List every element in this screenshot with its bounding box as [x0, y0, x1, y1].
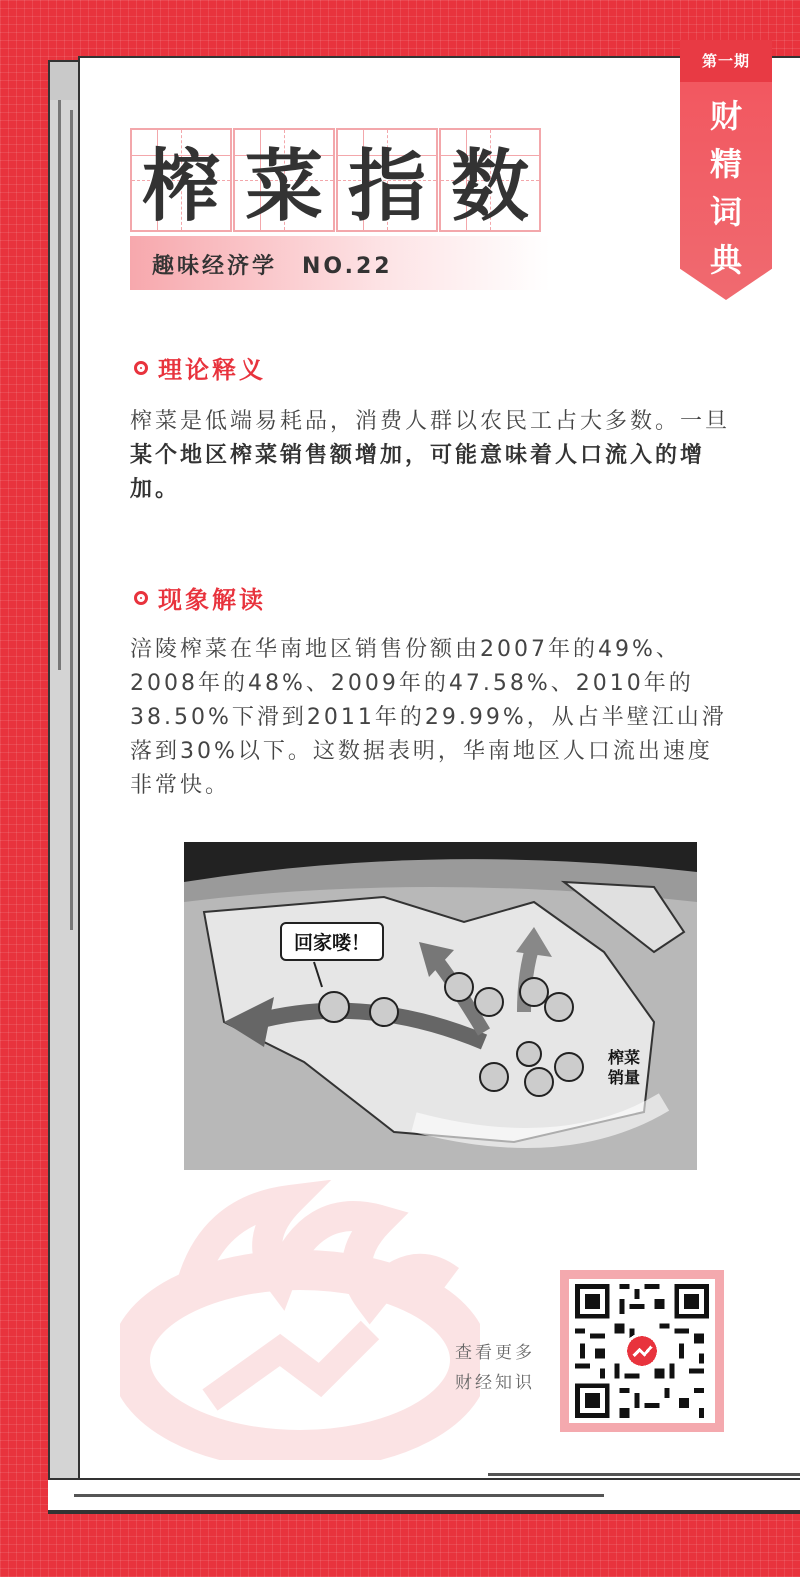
target-icon	[134, 361, 148, 375]
ribbon-char: 词	[709, 193, 742, 231]
divider	[74, 1494, 604, 1497]
ribbon-char: 财	[709, 97, 742, 135]
title-cell	[130, 128, 232, 232]
title-char: 数	[450, 142, 529, 232]
title-char: 榨	[141, 142, 220, 232]
qr-code[interactable]	[569, 1279, 715, 1423]
page-title	[130, 128, 542, 232]
divider	[488, 1473, 800, 1476]
title-cell	[336, 128, 438, 232]
cartoon-illustration	[184, 842, 697, 1170]
theory-paragraph	[130, 405, 730, 507]
target-icon	[134, 591, 148, 605]
title-cell	[233, 128, 335, 232]
book-spine	[48, 100, 82, 1510]
issue-label: 第一期	[701, 52, 750, 70]
title-cell	[439, 128, 541, 232]
theory-text-bold: 某个地区榨菜销售额增加，可能意味着人口流入的增加。	[130, 443, 706, 502]
ribbon-char: 典	[709, 241, 742, 279]
theory-text: 榨菜是低端易耗品，消费人群以农民工占大多数。一旦	[130, 409, 731, 434]
qr-caption-line: 财经知识	[455, 1373, 535, 1393]
title-char: 指	[347, 142, 426, 232]
qr-caption-line: 查看更多	[455, 1343, 535, 1363]
subtitle: 趣味经济学 NO.22	[152, 254, 393, 279]
section-heading-text: 理论释义	[158, 356, 266, 384]
sales-label: 榨菜销量	[608, 1048, 641, 1087]
title-char: 菜	[244, 142, 323, 232]
brand-watermark-icon	[120, 1180, 480, 1460]
ribbon-title	[680, 92, 772, 284]
ribbon-char: 精	[709, 145, 742, 183]
section-heading-text: 现象解读	[158, 586, 266, 614]
section-heading-phenomenon	[134, 580, 266, 615]
qr-caption	[440, 1338, 535, 1398]
qr-code-frame[interactable]	[560, 1270, 724, 1432]
speech-bubble: 回家喽！	[280, 922, 384, 961]
qr-code-icon	[569, 1279, 715, 1423]
section-heading-theory	[134, 350, 266, 385]
map-drawing	[184, 842, 697, 1170]
phenomenon-paragraph: 涪陵榨菜在华南地区销售份额由2007年的49%、2008年的48%、2009年的47.58%、2010年的38.50%下滑到2011年的29.99%，从占半壁江山滑落到30%以下。这数据表明，华南地区人口流出速度非常快。	[130, 637, 727, 798]
